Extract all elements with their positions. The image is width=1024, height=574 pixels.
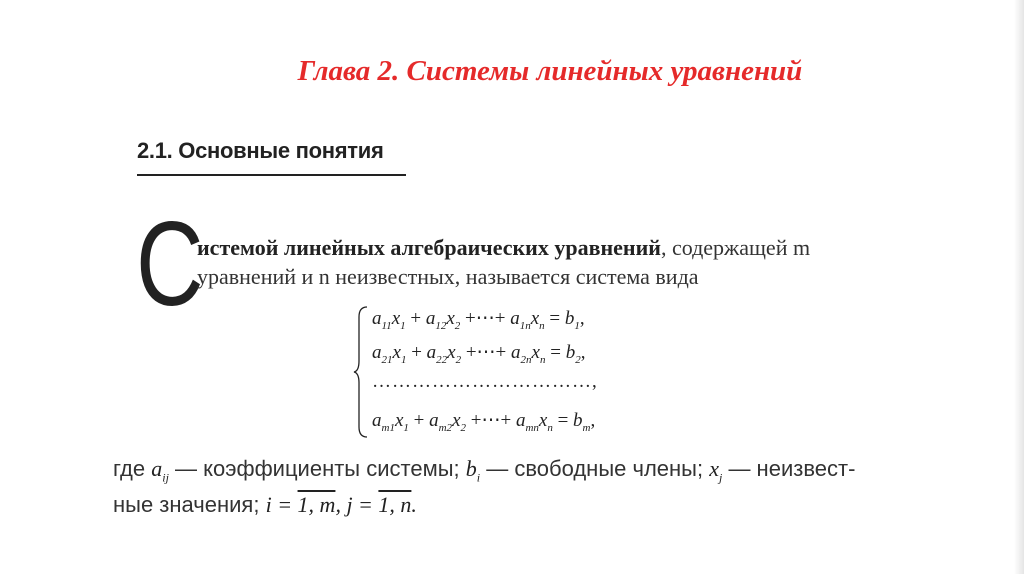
intro-line-1-rest: , содержащей m	[660, 235, 811, 260]
defined-term: истемой линейных алгебраических уравнений	[197, 235, 661, 260]
intro-line-2: уравнений и n неизвестных, называется система вида	[197, 264, 699, 289]
definitions-line-1: где $a_{ij}$ — коэффициенты системы; $b_i$ — свободные члены; $x_j$ — неизвест-	[113, 456, 856, 485]
drop-cap: С	[136, 197, 204, 331]
section-title: 2.1. Основные понятия	[137, 138, 384, 163]
equation-row-2: $a_{21}x_1 + a_{22}x_2$ +⋯+ $a_{2n}x_n = b_2$,	[372, 342, 586, 366]
equation-row-ellipsis: ……………………………,	[372, 371, 598, 392]
index-range-j: 1, n	[378, 492, 412, 517]
section-underline	[137, 174, 406, 176]
intro-line-1	[197, 235, 810, 261]
index-range-i: 1, m	[297, 492, 336, 517]
left-brace	[352, 305, 372, 440]
chapter-title: Глава 2. Системы линейных уравнений	[297, 55, 803, 87]
equation-row-1: $a_{11}x_1 + a_{12}x_2$ +⋯+ $a_{1n}x_n = b_1$,	[372, 308, 585, 332]
definitions-line-2: ные значения; i = 1, m, j = 1, n.	[113, 492, 417, 517]
equation-system	[352, 305, 682, 440]
equation-row-m: $a_{m1}x_1 + a_{m2}x_2$ +⋯+ $a_{mn}x_n = b_m$,	[372, 410, 596, 434]
